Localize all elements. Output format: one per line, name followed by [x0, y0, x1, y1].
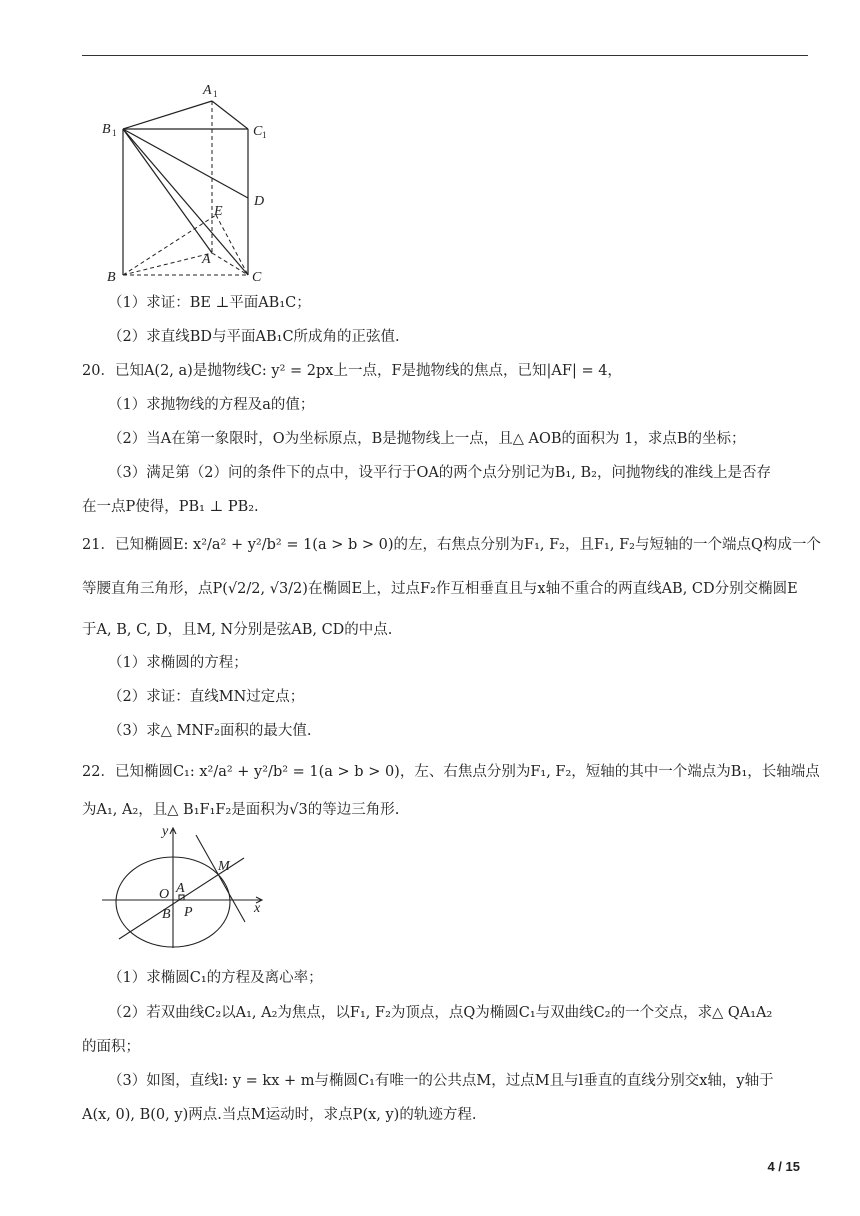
- q22-part1: （1）求椭圆C₁的方程及离心率；: [108, 970, 323, 986]
- q22-part3-cont: A(x, 0), B(0, y)两点.当点M运动时，求点P(x, y)的轨迹方程.: [82, 1107, 477, 1123]
- label-M: M: [218, 859, 230, 874]
- ellipse-figure: [98, 820, 268, 955]
- label-E: E: [214, 204, 223, 219]
- label-x: x: [254, 901, 261, 916]
- q20-part1: （1）求抛物线的方程及a的值；: [108, 397, 315, 413]
- q22-part2-cont: 的面积；: [82, 1039, 140, 1055]
- q21-stem-1: 21．已知椭圆E: x²/a² + y²/b² = 1(a > b > 0)的左，右焦点分别为F₁, F₂，且F₁, F₂与短轴的一个端点Q构成一个: [82, 537, 821, 553]
- q20-stem: 20．已知A(2, a)是抛物线C: y² = 2px上一点，F是抛物线的焦点，已知|AF| = 4，: [82, 363, 622, 379]
- svg-text:1: 1: [262, 130, 267, 140]
- q20-part3-cont: 在一点P使得，PB₁ ⊥ PB₂.: [82, 499, 259, 515]
- q19-part1: （1）求证：BE ⊥平面AB₁C；: [108, 295, 311, 311]
- label-A: A: [202, 252, 211, 267]
- svg-text:1: 1: [112, 128, 117, 138]
- q20-part2: （2）当A在第一象限时，O为坐标原点，B是抛物线上一点，且△ AOB的面积为 1，求点B的坐标；: [108, 431, 746, 447]
- page-number: 4 / 15: [767, 1159, 800, 1174]
- q22-stem-1: 22．已知椭圆C₁: x²/a² + y²/b² = 1(a > b > 0)，左、右焦点分别为F₁, F₂，短轴的其中一个端点为B₁，长轴端点: [82, 764, 820, 780]
- label-A-fig2: A: [176, 881, 185, 896]
- q22-stem-2: 为A₁, A₂，且△ B₁F₁F₂是面积为√3的等边三角形.: [82, 802, 400, 818]
- label-B: B: [107, 270, 116, 285]
- q21-part3: （3）求△ MNF₂面积的最大值.: [108, 723, 312, 739]
- label-B1: B: [102, 122, 111, 137]
- label-C: C: [252, 270, 262, 285]
- label-A1: A: [203, 83, 212, 98]
- q19-part2: （2）求直线BD与平面AB₁C所成角的正弦值.: [108, 329, 400, 345]
- label-P: P: [184, 905, 193, 920]
- prism-figure: [95, 78, 285, 288]
- header-rule: [82, 55, 808, 56]
- q21-part1: （1）求椭圆的方程；: [108, 655, 248, 671]
- label-B-fig2: B: [162, 907, 171, 922]
- svg-text:1: 1: [213, 89, 218, 99]
- label-O: O: [159, 887, 170, 902]
- label-D: D: [254, 194, 265, 209]
- label-y: y: [162, 824, 169, 839]
- label-C1: C: [253, 124, 263, 139]
- q21-stem-2: 等腰直角三角形，点P(√2/2, √3/2)在椭圆E上，过点F₂作互相垂直且与x轴不重合的两直线AB, CD分别交椭圆E: [82, 581, 798, 597]
- q22-part2: （2）若双曲线C₂以A₁, A₂为焦点，以F₁, F₂为顶点，点Q为椭圆C₁与双曲线C₂的一个交点，求△ QA₁A₂: [108, 1005, 773, 1021]
- q21-part2: （2）求证：直线MN过定点；: [108, 689, 305, 705]
- q22-part3: （3）如图，直线l: y = kx + m与椭圆C₁有唯一的公共点M，过点M且与l垂直的直线分别交x轴，y轴于: [108, 1073, 774, 1089]
- q21-stem-3: 于A, B, C, D，且M, N分别是弦AB, CD的中点.: [82, 622, 393, 638]
- q20-part3: （3）满足第（2）问的条件下的点中，设平行于OA的两个点分别记为B₁, B₂，问抛物线的准线上是否存: [108, 465, 771, 481]
